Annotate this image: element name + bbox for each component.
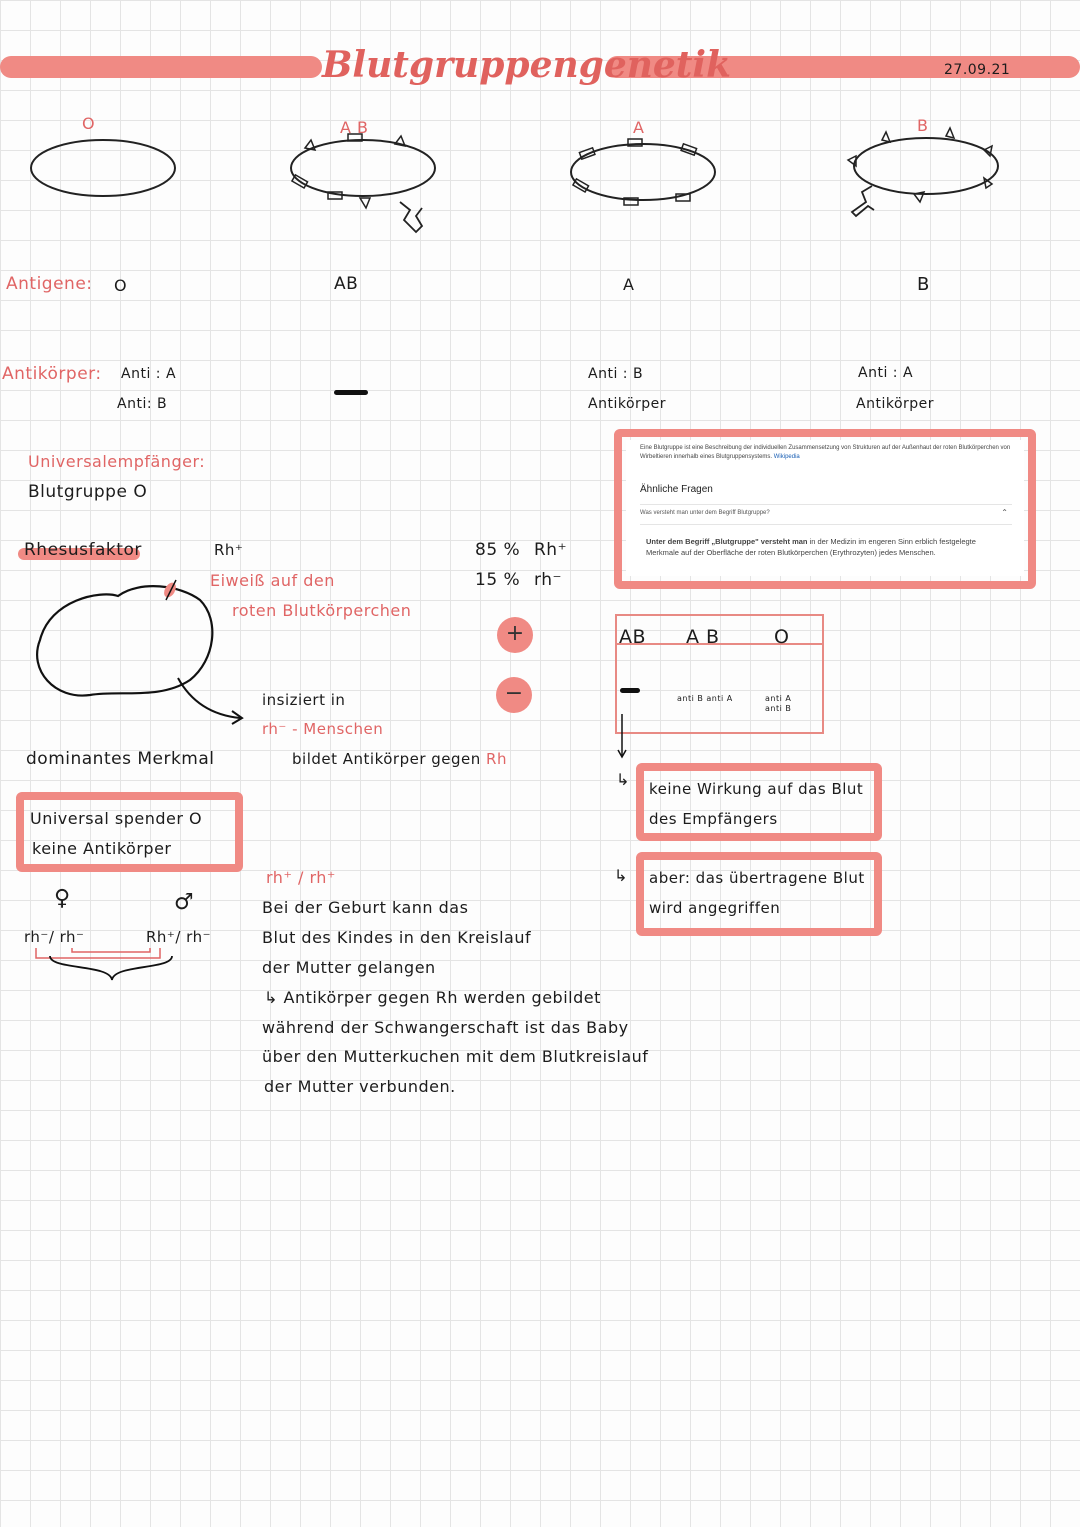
eiweiss-line2: roten Blutkörperchen — [232, 601, 412, 620]
table-cell-o-1: anti A — [765, 694, 792, 703]
rh-plus-label: Rh⁺ — [214, 541, 244, 559]
birth-line2: Blut des Kindes in den Kreislauf — [262, 928, 532, 947]
male-genotype: Rh⁺/ rh⁻ — [146, 928, 211, 946]
keine-line1: keine Wirkung auf das Blut — [649, 780, 864, 798]
table-cell-ab: anti B anti A — [677, 694, 733, 703]
wiki-panel — [626, 440, 1024, 576]
rh-menschen-text — [262, 720, 383, 738]
arrow-keine: ↳ — [616, 770, 630, 789]
antigene-label: Antigene: — [6, 274, 93, 294]
wiki-related-heading: Ähnliche Fragen — [640, 484, 713, 495]
anti-b-line2: Antikörper — [856, 396, 935, 412]
male-symbol: ♂ — [174, 890, 195, 915]
page-title: Blutgruppengenetik — [322, 44, 732, 86]
birth-line3: der Mutter gelangen — [262, 958, 436, 977]
antigen-o: O — [114, 276, 128, 295]
date: 27.09.21 — [944, 62, 1011, 78]
universalspender-box — [16, 792, 243, 872]
universalspender-line2: keine Antikörper — [32, 839, 172, 858]
rhesus-label: Rhesusfaktor — [24, 540, 142, 560]
group-label-o: O — [82, 114, 96, 133]
anti-ab-dash — [334, 390, 368, 395]
aber-box — [636, 852, 882, 936]
birth-line7: der Mutter verbunden. — [264, 1077, 456, 1096]
anti-a-line1: Anti : B — [588, 366, 644, 382]
wiki-question[interactable]: Was versteht man unter dem Begriff Blutgruppe? ⌃ — [640, 508, 1008, 517]
eiweiss-line1: Eiweiß auf den — [210, 571, 335, 590]
anti-o-line2: Anti: B — [117, 396, 168, 412]
group-label-b: B — [917, 116, 929, 135]
keine-box — [636, 763, 882, 841]
rh-plus-85: Rh⁺ — [534, 540, 568, 560]
plus-circle: + — [497, 617, 533, 653]
table-dash — [620, 688, 640, 693]
chevron-up-icon: ⌃ — [1001, 508, 1008, 517]
arrow-aber: ↳ — [614, 866, 628, 885]
group-label-a: A — [633, 118, 645, 137]
universalempfaenger-value: Blutgruppe O — [28, 482, 148, 502]
anti-a-line2: Antikörper — [588, 396, 667, 412]
pct-85: 85 % — [475, 540, 521, 560]
antigen-b: B — [917, 274, 930, 295]
rh-minus-15: rh⁻ — [534, 570, 562, 590]
inheritance-brackets — [0, 0, 1, 1]
table-header-ab: AB — [619, 626, 647, 648]
anti-o-line1: Anti : A — [121, 366, 177, 382]
insiziert-text: insiziert in — [262, 691, 346, 709]
anti-b-line1: Anti : A — [858, 365, 914, 381]
wiki-answer: Unter dem Begriff „Blutgruppe" versteht man in der Medizin im engeren Sinn erblich festgelegte Merkmale auf der Oberfläche der roten Blutkörperchen (Erythrozyten) jedes Menschen. — [646, 537, 976, 557]
minus-circle: − — [496, 677, 532, 713]
aber-line2: wird angegriffen — [649, 899, 781, 917]
female-genotype: rh⁻/ rh⁻ — [24, 928, 85, 946]
table-header-o: O — [774, 626, 790, 648]
keine-line2: des Empfängers — [649, 810, 778, 828]
header-bar-left — [0, 56, 322, 78]
female-symbol: ♀ — [54, 886, 71, 911]
birth-line1: Bei der Geburt kann das — [262, 898, 469, 917]
universalempfaenger-label: Universalempfänger: — [28, 452, 206, 471]
birth-heading: rh⁺ / rh⁺ — [266, 868, 336, 887]
universalspender-line1: Universal spender O — [30, 809, 203, 828]
birth-line4: ↳ Antikörper gegen Rh werden gebildet — [264, 988, 601, 1007]
table-cell-o-2: anti B — [765, 704, 792, 713]
bildet-antikoerper: bildet Antikörper gegen Rh — [292, 750, 507, 768]
rh-menschen-span: rh⁻ - Menschen — [262, 720, 384, 738]
wiki-snippet: Eine Blutgruppe ist eine Beschreibung der individuellen Zusammensetzung von Strukturen auf der Außenhaut der roten Blutkörperchen von Wirbeltieren innerhalb eines Blutgruppensystems. Wikipedia — [640, 445, 1011, 460]
table-header-a-b: A B — [686, 626, 720, 648]
birth-line5: während der Schwangerschaft ist das Baby — [262, 1018, 629, 1037]
antigen-a: A — [623, 275, 635, 294]
birth-line6: über den Mutterkuchen mit dem Blutkreislauf — [262, 1047, 649, 1066]
pct-15: 15 % — [475, 570, 521, 590]
antikoerper-label: Antikörper: — [2, 364, 102, 384]
dominantes-merkmal: dominantes Merkmal — [26, 749, 215, 769]
group-label-ab: A B — [340, 118, 369, 137]
aber-line1: aber: das übertragene Blut — [649, 869, 865, 887]
antigen-ab: AB — [334, 274, 359, 294]
